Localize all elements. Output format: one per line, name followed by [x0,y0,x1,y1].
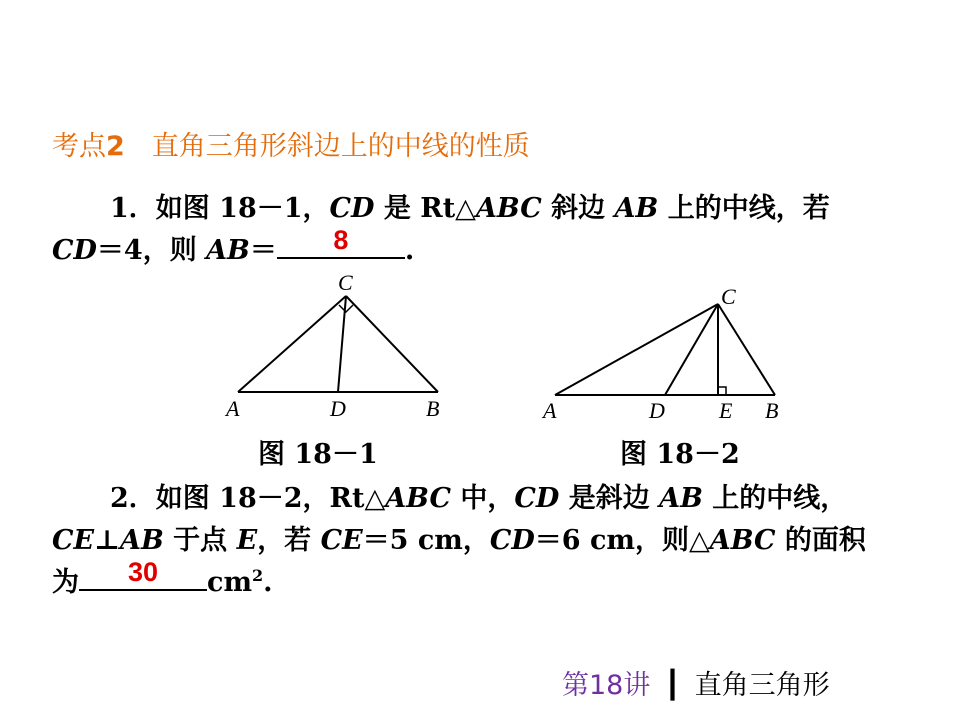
problem2-period: . [263,567,273,598]
fig2-label-a: A [543,398,557,423]
fig2-side-ac [555,304,718,395]
problem1-text: 上的中线，若 [658,193,830,224]
problem1-abc: ABC [475,193,542,224]
fig1-side-cb [346,296,438,392]
fig2-label-d: D [649,398,665,423]
problem1-cd: CD [329,193,375,224]
problem2-ce-value: ＝5 cm， [362,525,490,556]
problem1-line1 [110,186,830,225]
problem1-ab: AB [614,193,659,224]
problem2-text: 上的中线， [702,483,848,514]
problem2-line3 [52,557,273,599]
fig1-label-b: B [426,396,440,421]
problem1-line2 [52,225,415,267]
problem2-answer-blank [79,557,207,591]
problem2-text: 为 [52,567,79,598]
problem1-text: 是 Rt△ [374,193,476,224]
problem2-cd: CD [489,525,535,556]
problem2-answer: 30 [127,557,159,587]
fig2-label-b: B [765,398,779,423]
problem2-text: 是斜边 [559,483,660,514]
problem2-line2 [52,518,866,557]
section-prefix: 考点 [52,131,106,162]
fig2-label-c: C [721,284,736,309]
problem1-ab: AB [206,235,250,266]
fig1-label-d: D [330,396,346,421]
problem1-answer-blank [277,225,405,259]
fig1-side-ac [238,296,346,392]
problem2-ce: CE [320,525,363,556]
section-title [52,124,530,163]
problem2-text: 于点 [163,525,237,556]
figure2-caption: 图 18－2 [620,439,740,470]
problem2-text: 中， [451,483,515,514]
fig2-side-cb [718,304,775,395]
fig2-right-angle-mark [718,387,726,395]
figure1-triangle [220,268,460,428]
perpendicular-symbol: ⊥ [94,525,120,556]
fig2-label-e: E [719,398,733,423]
problem2-unit: cm [207,567,253,598]
fig1-label-a: A [226,396,240,421]
problem2-line1 [110,476,847,515]
problem1-text: 斜边 [541,193,615,224]
fig1-label-c: C [338,270,353,295]
problem2-e: E [236,525,258,556]
footer-lecture-number: 第18讲 [562,670,651,701]
footer-divider: ┃ [664,670,681,701]
problem2-text: 的面积 [775,525,866,556]
problem1-answer: 8 [333,225,349,255]
problem2-cd: CD [514,483,560,514]
problem1-text: ＝4，则 [96,235,207,266]
problem1-cd: CD [52,235,97,266]
problem1-number: 1．如图 18－1， [110,193,330,224]
problem2-number: 2．如图 18－2，Rt△ [110,483,386,514]
figure2-triangle [535,280,795,425]
footer [562,663,830,702]
problem2-text: ，若 [257,525,321,556]
problem1-period: . [404,235,415,266]
problem2-unit-exponent: 2 [252,566,264,585]
problem2-cd-value: ＝6 cm，则△ [534,525,710,556]
section-number: 2 [106,131,125,162]
section-heading: 直角三角形斜边上的中线的性质 [151,131,530,162]
problem2-ab: AB [659,483,703,514]
figure1-caption: 图 18－1 [258,439,378,470]
problem2-ce: CE [52,525,95,556]
footer-title: 直角三角形 [694,670,830,701]
problem2-abc: ABC [709,525,776,556]
problem2-abc: ABC [385,483,451,514]
problem2-ab: AB [120,525,164,556]
problem1-text: ＝ [249,235,277,266]
